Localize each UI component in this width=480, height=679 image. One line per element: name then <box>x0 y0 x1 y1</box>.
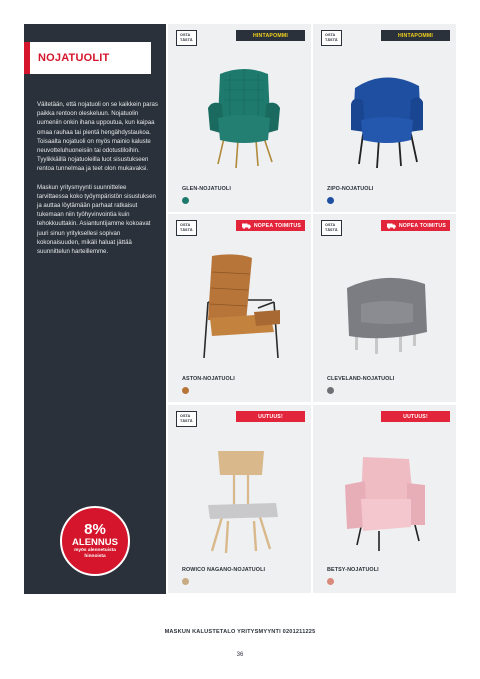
nagano-chair-image <box>194 441 286 553</box>
aston-chair-image <box>194 250 286 362</box>
buy-here-button[interactable] <box>176 220 197 236</box>
new-badge <box>381 411 450 422</box>
intro-panel <box>24 24 166 594</box>
betsy-chair-image <box>339 441 431 553</box>
buy-here-button[interactable] <box>176 411 197 427</box>
zipo-chair-image <box>339 60 431 172</box>
section-title: NOJATUOLIT <box>38 52 110 64</box>
product-name: ROWICO NAGANO-NOJATUOLI <box>182 567 266 573</box>
intro-text <box>37 100 159 265</box>
color-swatch[interactable] <box>327 387 334 394</box>
discount-note-line1: myös alennetuista <box>74 548 116 553</box>
product-card-glen[interactable] <box>168 24 311 212</box>
glen-chair-image <box>194 60 286 172</box>
product-card-zipo[interactable] <box>313 24 456 212</box>
buy-here-label-1: OSTA <box>325 223 336 227</box>
section-title-box <box>24 42 151 74</box>
chair-icon <box>208 451 278 553</box>
badge-label: HINTAPOMMI <box>397 32 434 39</box>
buy-here-label-2: TÄSTÄ <box>180 38 193 42</box>
badge-label: UUTUUS! <box>258 413 283 420</box>
buy-here-label-1: OSTA <box>180 223 191 227</box>
product-card-cleveland[interactable] <box>313 214 456 402</box>
badge-label: NOPEA TOIMITUS <box>398 222 446 229</box>
new-badge <box>236 411 305 422</box>
color-swatch[interactable] <box>327 197 334 204</box>
truck-icon <box>242 223 251 229</box>
discount-percent: 8% <box>84 521 106 538</box>
buy-here-button[interactable] <box>321 220 342 236</box>
buy-here-button[interactable] <box>321 30 342 46</box>
product-name: BETSY-NOJATUOLI <box>327 567 379 573</box>
discount-badge <box>60 506 130 576</box>
product-name: GLEN-NOJATUOLI <box>182 186 231 192</box>
armchair-icon <box>347 278 427 354</box>
fast-delivery-badge <box>236 220 305 231</box>
page-number: 36 <box>236 652 244 658</box>
badge-label: UUTUUS! <box>403 413 428 420</box>
buy-here-label-2: TÄSTÄ <box>180 419 193 423</box>
buy-here-label-1: OSTA <box>180 33 191 37</box>
discount-note-line2: hinnoista <box>84 554 106 559</box>
footer-contact: MASKUN KALUSTETALO YRITYSMYYNTI 0201211225 <box>164 629 316 635</box>
hintapommi-badge <box>236 30 305 41</box>
product-card-betsy[interactable] <box>313 405 456 593</box>
armchair-icon <box>351 77 423 168</box>
color-swatch[interactable] <box>182 387 189 394</box>
product-card-nagano[interactable] <box>168 405 311 593</box>
color-swatch[interactable] <box>327 578 334 585</box>
color-swatch[interactable] <box>182 197 189 204</box>
product-card-aston[interactable] <box>168 214 311 402</box>
buy-here-button[interactable] <box>176 30 197 46</box>
intro-paragraph-2: Maskun yritysmyynti suunnittelee tarvittaessa koko työympäristön sisustuksen ja auttaa löytämään parhaat ratkaisut tukemaan niin työhyvinvointia kuin tehokkuuttakin. Asiantuntijamme kokoavat juuri sinun yrityksellesi sopivan kokonaisuuden, mikäli haluat jättää suunnittelun harteillemme. <box>37 183 156 256</box>
fast-delivery-badge <box>381 220 450 231</box>
armchair-icon <box>345 457 425 551</box>
armchair-icon <box>204 254 280 358</box>
discount-word: ALENNUS <box>72 537 118 548</box>
color-swatch[interactable] <box>182 578 189 585</box>
buy-here-label-2: TÄSTÄ <box>325 228 338 232</box>
truck-icon <box>387 223 396 229</box>
hintapommi-badge <box>381 30 450 41</box>
badge-label: NOPEA TOIMITUS <box>253 222 301 229</box>
intro-paragraph-1: Väitetään, että nojatuoli on se kaikkein paras paikka rentoon oleskeluun. Nojatuolin uumeniin onkin ihana uppoutua, kun kaipaa omaa rauhaa tai pientä hengähdystaukoa. Toisaalta nojatuoli on myös mainio kaluste neuvotteluhuoneisiin tai odotustiloihin. Tyylikkäillä nojatuoleilla luot sisustukseen rentoa tunnelmaa ja teet olon mukavaksi. <box>37 101 158 173</box>
buy-here-label-1: OSTA <box>180 414 191 418</box>
armchair-icon <box>208 69 280 168</box>
cleveland-chair-image <box>339 250 431 362</box>
buy-here-label-2: TÄSTÄ <box>325 38 338 42</box>
product-name: ZIPO-NOJATUOLI <box>327 186 374 192</box>
buy-here-label-1: OSTA <box>325 33 336 37</box>
buy-here-label-2: TÄSTÄ <box>180 228 193 232</box>
badge-label: HINTAPOMMI <box>252 32 289 39</box>
product-name: CLEVELAND-NOJATUOLI <box>327 376 395 382</box>
product-name: ASTON-NOJATUOLI <box>182 376 235 382</box>
